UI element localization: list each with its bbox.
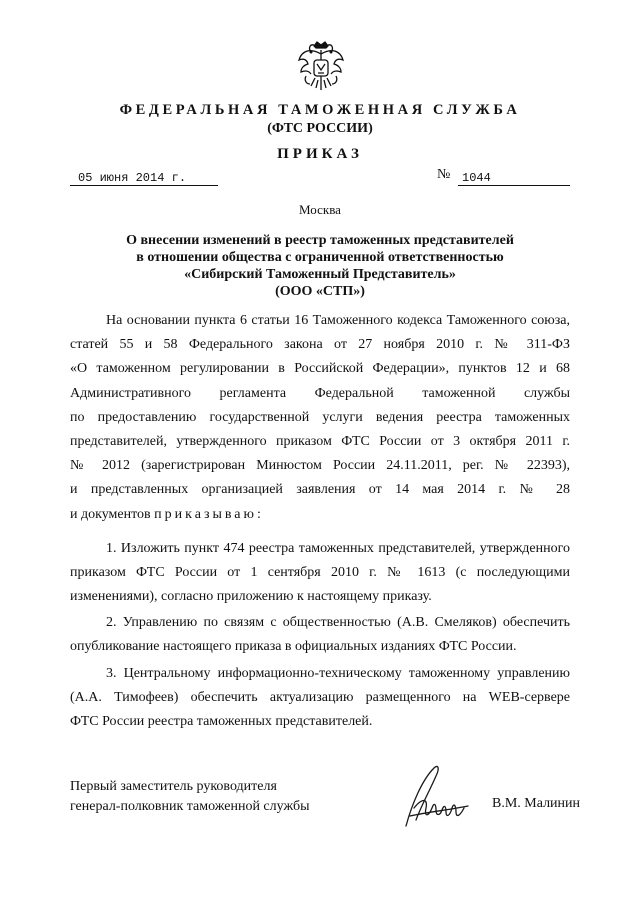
text-line: опубликование настоящего приказа в официальных изданиях ФТС России. <box>70 639 517 655</box>
order-prefix: и документов <box>70 506 151 522</box>
text-line: 2. Управлению по связям с общественностью (А.В. Смеляков) обеспечить <box>106 615 570 630</box>
order-item-1 <box>70 537 570 610</box>
text-line: 1. Изложить пункт 474 реестра таможенных представителей, утвержденного <box>106 541 570 556</box>
agency-name: ФЕДЕРАЛЬНАЯ ТАМОЖЕННАЯ СЛУЖБА <box>119 102 521 118</box>
text-line <box>70 503 570 527</box>
title-line: «Сибирский Таможенный Представитель» <box>184 267 456 282</box>
text-line: приказом ФТС России от 1 сентября 2010 г. № 1613 (с последующими <box>70 565 570 581</box>
text-line: № 2012 (зарегистрирован Минюстом России 24.11.2011, рег. № 22393), <box>70 458 570 474</box>
text-line: изменениями), согласно приложению к настоящему приказу. <box>70 589 432 605</box>
order-item-3 <box>70 662 570 735</box>
text-line: и представленных организацией заявления от 14 мая 2014 г. № 28 <box>70 482 570 498</box>
title-line: в отношении общества с ограниченной ответственностью <box>136 250 504 265</box>
signatory-position <box>70 777 309 817</box>
order-item-2 <box>70 611 570 659</box>
text-line: 3. Центральному информационно-техническому таможенному управлению <box>106 666 570 681</box>
handwritten-signature <box>398 764 470 834</box>
position-line: генерал-полковник таможенной службы <box>70 799 310 814</box>
text-line: ФТС России реестра таможенных представителей. <box>70 714 373 730</box>
agency-short-name: (ФТС РОССИИ) <box>267 121 373 136</box>
text-line: (А.А. Тимофеев) обеспечить актуализацию размещенного на WEB-сервере <box>70 690 570 706</box>
text-line: по предоставлению государственной услуги ведения реестра таможенных <box>70 409 570 425</box>
order-number: 1044 <box>458 171 570 186</box>
title-line: (ООО «СТП») <box>275 284 365 299</box>
preamble-paragraph <box>70 309 570 527</box>
order-date: 05 июня 2014 г. <box>70 171 218 186</box>
text-line: статей 55 и 58 Федерального закона от 27 ноября 2010 г. № 311-ФЗ <box>70 337 570 353</box>
order-title <box>0 232 640 300</box>
title-line: О внесении изменений в реестр таможенных представителей <box>126 233 514 248</box>
signatory-name: В.М. Малинин <box>492 796 581 811</box>
order-word: приказываю: <box>154 506 264 522</box>
position-line: Первый заместитель руководителя <box>70 779 277 794</box>
text-line: Административного регламента Федеральной таможенной службы <box>70 385 570 401</box>
number-sign: № <box>437 167 451 182</box>
city: Москва <box>299 202 341 217</box>
document-type: ПРИКАЗ <box>277 146 363 162</box>
text-line: «О таможенном регулировании в Российской Федерации», пунктов 12 и 68 <box>70 361 570 377</box>
text-line: представителей, утвержденного приказом ФТС России от 3 октября 2011 г. <box>70 434 570 450</box>
coat-of-arms-icon <box>296 40 346 92</box>
text-line: На основании пункта 6 статьи 16 Таможенного кодекса Таможенного союза, <box>106 313 570 328</box>
